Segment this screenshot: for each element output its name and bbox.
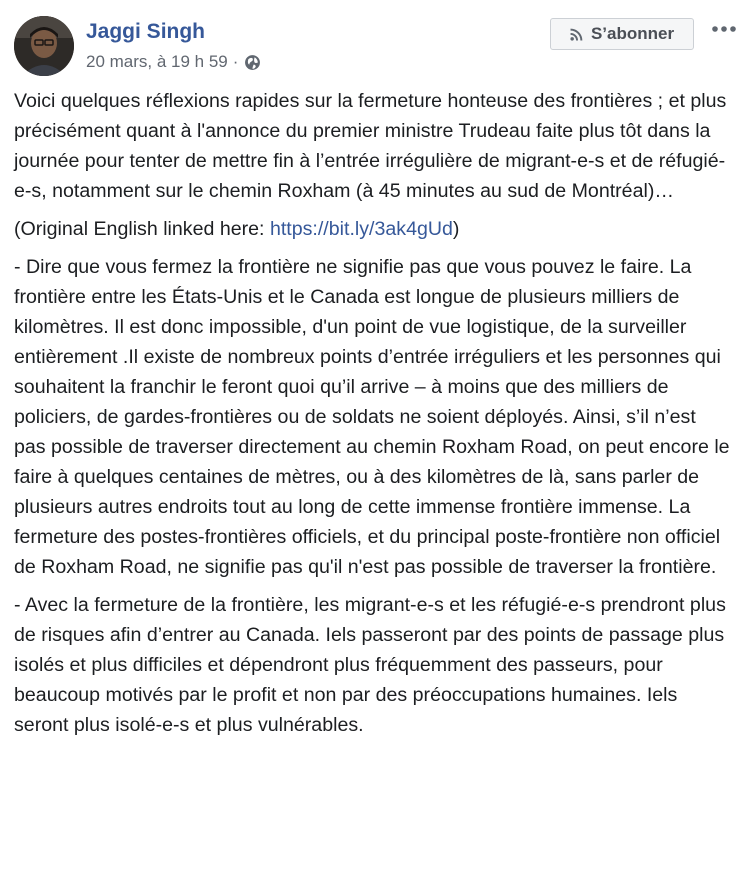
post-header xyxy=(14,14,744,78)
subscribe-label: S’abonner xyxy=(590,24,675,43)
paragraph-original-link xyxy=(14,214,732,244)
post-timestamp[interactable]: 20 mars, à 19 h 59 xyxy=(86,52,228,71)
paragraph-risks: - Avec la fermeture de la frontière, les migrant-e-s et les réfugié-e-s prendront plus de risques afin d’entrer au Canada. Iels passeront par des points de passage plus isolés et plus difficiles et dépendront plus fréquemment des passeurs, pour beaucoup motivés par le profit et non par des préoccupations humaines. Iels seront plus isolé-e-s et plus vulnérables. xyxy=(14,594,726,736)
avatar[interactable] xyxy=(14,16,74,76)
author-name[interactable]: Jaggi Singh xyxy=(86,20,206,43)
globe-icon[interactable] xyxy=(244,54,261,71)
link-prefix: (Original English linked here: xyxy=(14,218,270,240)
meta-separator: · xyxy=(232,52,239,71)
rss-icon xyxy=(570,28,583,41)
original-english-link[interactable]: https://bit.ly/3ak4gUd xyxy=(269,218,453,240)
avatar-photo xyxy=(14,16,74,76)
more-options-button[interactable] xyxy=(706,14,742,44)
ellipsis-icon xyxy=(711,25,737,33)
link-suffix: ) xyxy=(452,218,460,240)
paragraph-intro: Voici quelques réflexions rapides sur la fermeture honteuse des frontières ; et plus précisément quant à l'annonce du premier ministre Trudeau faite plus tôt dans la journée pour tenter de mettre fin à l’entrée irrégulière de migrant-e-s et de réfugié-e-s, notamment sur le chemin Roxham (à 45 minutes au sud de Montréal)… xyxy=(14,90,727,202)
post-body xyxy=(14,86,732,748)
subscribe-button[interactable] xyxy=(550,18,694,50)
post-meta xyxy=(86,52,261,72)
paragraph-border-closure: - Dire que vous fermez la frontière ne signifie pas que vous pouvez le faire. La frontière entre les États-Unis et le Canada est longue de plusieurs milliers de kilomètres. Il est donc impossible, d'un point de vue logistique, de la surveiller entièrement .Il existe de nombreux points d’entrée irréguliers et les personnes qui souhaitent la franchir le feront quoi qu’il arrive – à moins que des milliers de policiers, de gardes-frontières ou de soldats ne soient déployés. Ainsi, s’il n’est pas possible de traverser directement au chemin Roxham Road, on peut encore le faire à quelques centaines de mètres, ou à des kilomètres de là, sans parler de plusieurs autres endroits tout au long de cette immense frontière immense. La fermeture des postes-frontières officiels, et du principal poste-frontière non officiel de Roxham Road, ne signifie pas qu'il n'est pas possible de traverser la frontière. xyxy=(14,256,730,578)
